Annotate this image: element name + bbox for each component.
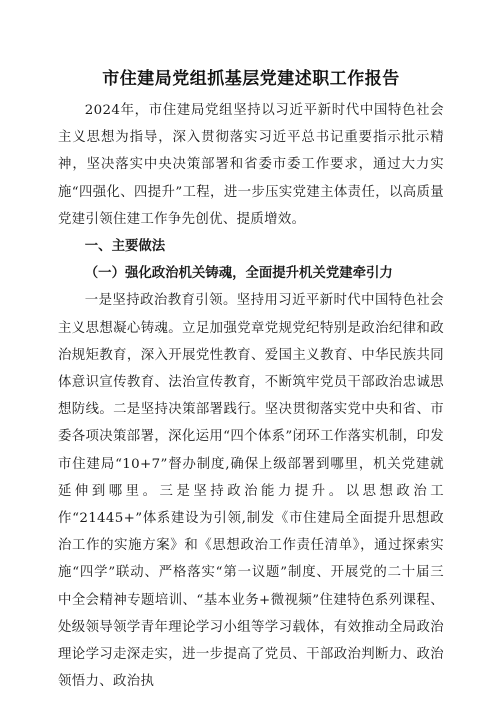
body-paragraph: 一是坚持政治教育引领。坚持用习近平新时代中国特色社会主义思想凝心铸魂。立足加强党章党规党纪特别是政治纪律和政治规矩教育，深入开展党性教育、爱国主义教育、中华民族共同体意识宣传教育、法治宣传教育，不断筑牢党员干部政治忠诚思想防线。二是坚持决策部署践行。坚决贯彻落实党中央和省、市委各项决策部署，深化运用“四个体系”闭环工作落实机制，印发市住建局“10+7”督办制度,确保上级部署到哪里，机关党建就延伸到哪里。三是坚持政治能力提升。以思想政治工作“21445+”体系建设为引领,制发《市住建局全面提升思想政治工作的实施方案》和《思想政治工作责任清单》，通过探索实施“四学”联动、严格落实“第一议题”制度、开展党的二十届三中全会精神专题培训、“基本业务+微视频”住建特色系列课程、处级领导领学青年理论学习小组等学习载体，有效推动全局政治理论学习走深走实，进一步提高了党员、干部政治判断力、政治领悟力、政治执 [58, 293, 444, 690]
subsection-heading: （一）强化政治机关铸魂，全面提升机关党建牵引力 [84, 265, 393, 282]
section-heading: 一、主要做法 [84, 239, 166, 255]
intro-paragraph: 2024年，市住建局党组坚持以习近平新时代中国特色社会主义思想为指导，深入贯彻落实习近平总书记重要指示批示精神，坚决落实中央决策部署和省委市委工作要求，通过大力实施“四强化、四提升”工程，进一步压实党建主体责任，以高质量党建引领住建工作争先创优、提质增效。 [58, 103, 444, 227]
document-title: 市住建局党组抓基层党建述职工作报告 [102, 69, 400, 89]
